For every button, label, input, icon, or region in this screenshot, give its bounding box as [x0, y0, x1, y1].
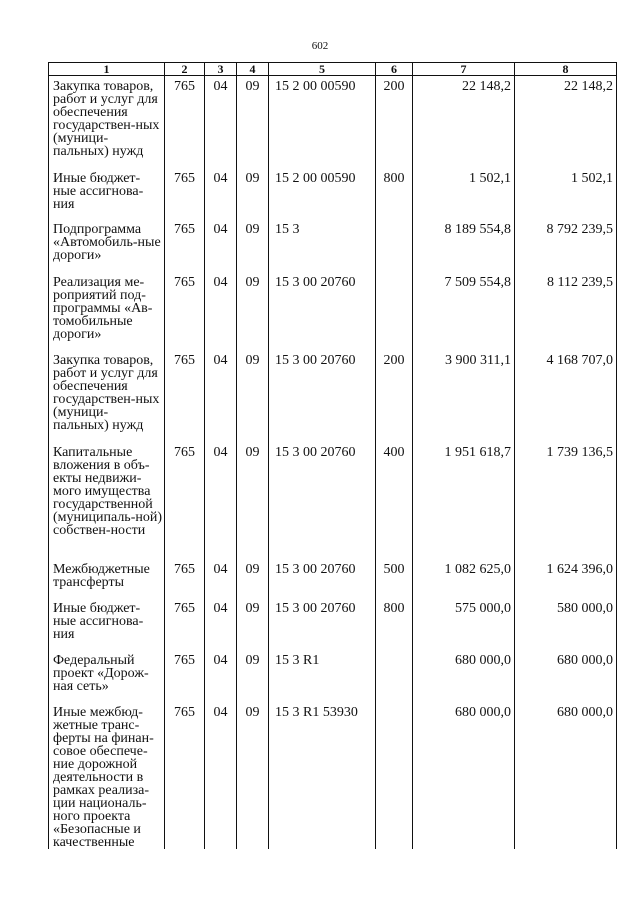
- cell-sum-2: 4 168 707,0: [515, 350, 617, 442]
- row-name: Закупка товаров, работ и услуг для обеспечения государствен-ных (муници-пальных) нужд: [49, 350, 165, 442]
- cell-sum-2: 8 792 239,5: [515, 219, 617, 272]
- page-number: 602: [311, 40, 329, 52]
- cell-vr: [376, 650, 413, 702]
- cell-rz: 04: [205, 350, 237, 442]
- cell-sum-2: 1 739 136,5: [515, 442, 617, 559]
- cell-sum-1: 575 000,0: [413, 598, 515, 650]
- cell-csr: 15 2 00 00590: [269, 168, 376, 219]
- cell-sum-2: 580 000,0: [515, 598, 617, 650]
- cell-gr: 765: [165, 76, 205, 168]
- header-row: [49, 63, 617, 76]
- table-row: [49, 76, 617, 168]
- column-header: 5: [269, 63, 376, 76]
- cell-pr: 09: [237, 442, 269, 559]
- cell-sum-2: 22 148,2: [515, 76, 617, 168]
- cell-rz: 04: [205, 442, 237, 559]
- cell-csr: 15 3 R1 53930: [269, 702, 376, 849]
- cell-csr: 15 3: [269, 219, 376, 272]
- cell-pr: 09: [237, 350, 269, 442]
- cell-rz: 04: [205, 702, 237, 849]
- cell-pr: 09: [237, 650, 269, 702]
- row-name: Подпрограмма «Автомобиль-ные дороги»: [49, 219, 165, 272]
- cell-gr: 765: [165, 442, 205, 559]
- cell-sum-1: 7 509 554,8: [413, 272, 515, 350]
- cell-gr: 765: [165, 272, 205, 350]
- cell-vr: 800: [376, 598, 413, 650]
- row-name: Закупка товаров, работ и услуг для обеспечения государствен-ных (муници-пальных) нужд: [49, 76, 165, 168]
- column-header: 4: [237, 63, 269, 76]
- column-header: 3: [205, 63, 237, 76]
- cell-sum-1: 1 082 625,0: [413, 559, 515, 598]
- cell-sum-1: 1 502,1: [413, 168, 515, 219]
- cell-gr: 765: [165, 702, 205, 849]
- row-name: Межбюджетные трансферты: [49, 559, 165, 598]
- table-row: [49, 559, 617, 598]
- cell-gr: 765: [165, 559, 205, 598]
- cell-vr: 800: [376, 168, 413, 219]
- column-header: 2: [165, 63, 205, 76]
- cell-sum-1: 680 000,0: [413, 702, 515, 849]
- cell-vr: [376, 219, 413, 272]
- cell-csr: 15 3 00 20760: [269, 598, 376, 650]
- cell-gr: 765: [165, 350, 205, 442]
- cell-rz: 04: [205, 219, 237, 272]
- cell-csr: 15 3 00 20760: [269, 350, 376, 442]
- cell-pr: 09: [237, 168, 269, 219]
- table-row: [49, 168, 617, 219]
- row-name: Капитальные вложения в объ-екты недвижи-мого имущества государственной (муниципаль-ной) собствен-ности: [49, 442, 165, 559]
- cell-vr: 400: [376, 442, 413, 559]
- cell-sum-1: 22 148,2: [413, 76, 515, 168]
- cell-rz: 04: [205, 598, 237, 650]
- cell-vr: 200: [376, 76, 413, 168]
- column-header: 1: [49, 63, 165, 76]
- table-row: [49, 350, 617, 442]
- cell-sum-2: 1 624 396,0: [515, 559, 617, 598]
- cell-vr: [376, 702, 413, 849]
- column-header: 7: [413, 63, 515, 76]
- cell-sum-1: 1 951 618,7: [413, 442, 515, 559]
- cell-rz: 04: [205, 650, 237, 702]
- cell-gr: 765: [165, 219, 205, 272]
- cell-csr: 15 3 00 20760: [269, 559, 376, 598]
- row-name: Реализация ме-роприятий под-программы «Ав-томобильные дороги»: [49, 272, 165, 350]
- cell-sum-2: 680 000,0: [515, 650, 617, 702]
- cell-vr: [376, 272, 413, 350]
- cell-pr: 09: [237, 76, 269, 168]
- cell-sum-1: 8 189 554,8: [413, 219, 515, 272]
- cell-vr: 200: [376, 350, 413, 442]
- cell-gr: 765: [165, 598, 205, 650]
- cell-csr: 15 3 00 20760: [269, 442, 376, 559]
- row-name: Иные бюджет-ные ассигнова-ния: [49, 168, 165, 219]
- cell-pr: 09: [237, 598, 269, 650]
- cell-csr: 15 2 00 00590: [269, 76, 376, 168]
- table-row: [49, 702, 617, 849]
- cell-rz: 04: [205, 76, 237, 168]
- cell-pr: 09: [237, 559, 269, 598]
- cell-csr: 15 3 R1: [269, 650, 376, 702]
- table-row: [49, 219, 617, 272]
- cell-csr: 15 3 00 20760: [269, 272, 376, 350]
- cell-sum-2: 8 112 239,5: [515, 272, 617, 350]
- cell-rz: 04: [205, 559, 237, 598]
- table-row: [49, 272, 617, 350]
- cell-sum-1: 3 900 311,1: [413, 350, 515, 442]
- table-row: [49, 598, 617, 650]
- column-header: 8: [515, 63, 617, 76]
- cell-sum-2: 680 000,0: [515, 702, 617, 849]
- cell-rz: 04: [205, 272, 237, 350]
- cell-pr: 09: [237, 219, 269, 272]
- cell-sum-1: 680 000,0: [413, 650, 515, 702]
- cell-pr: 09: [237, 702, 269, 849]
- cell-sum-2: 1 502,1: [515, 168, 617, 219]
- table-row: [49, 442, 617, 559]
- cell-pr: 09: [237, 272, 269, 350]
- budget-table: [48, 62, 617, 849]
- table-row: [49, 650, 617, 702]
- row-name: Федеральный проект «Дорож-ная сеть»: [49, 650, 165, 702]
- cell-gr: 765: [165, 650, 205, 702]
- cell-rz: 04: [205, 168, 237, 219]
- row-name: Иные бюджет-ные ассигнова-ния: [49, 598, 165, 650]
- column-header: 6: [376, 63, 413, 76]
- cell-gr: 765: [165, 168, 205, 219]
- row-name: Иные межбюд-жетные транс-ферты на финан-совое обеспече-ние дорожной деятельности в рамках реализа-ции националь-ного проекта «Безопасные и качественные: [49, 702, 165, 849]
- cell-vr: 500: [376, 559, 413, 598]
